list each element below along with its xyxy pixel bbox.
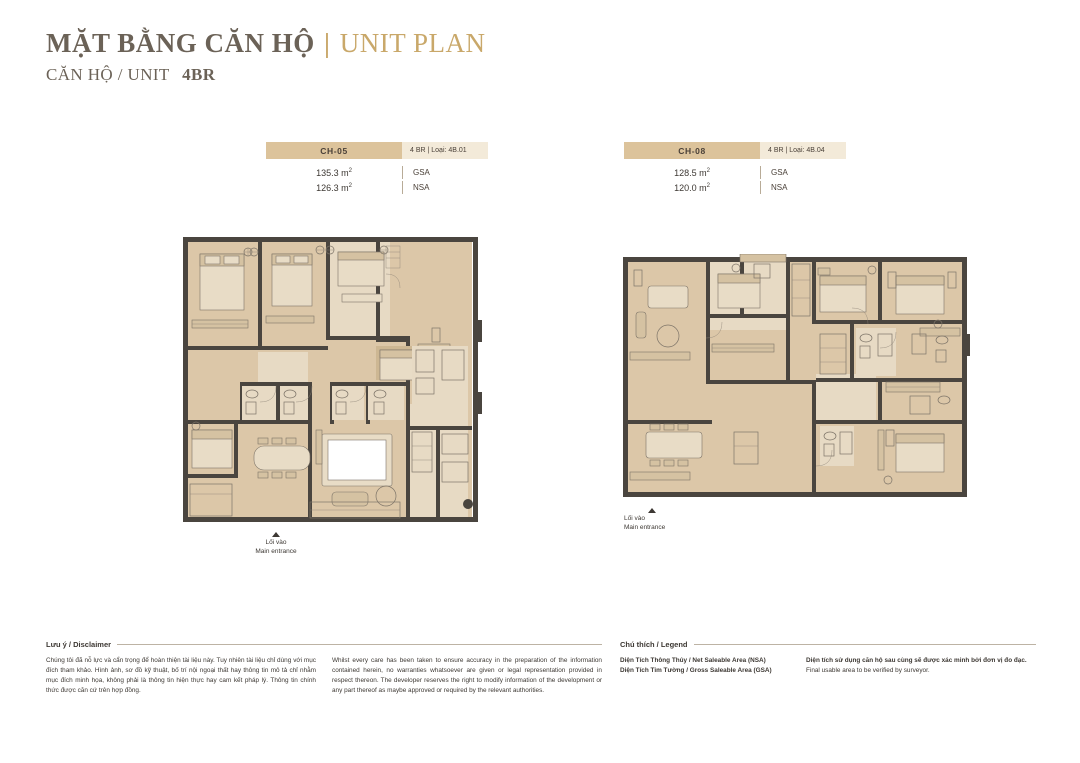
unit-type: 4 BR | Loại: 4B.01 [402, 142, 488, 159]
unit-area-rows [266, 165, 488, 195]
legend-note-en: Final usable area to be verified by surveyor. [806, 666, 930, 674]
page-subtitle-code: 4BR [182, 65, 216, 84]
disclaimer-text-en: Whilst every care has been taken to ensure accuracy in the preparation of the information contained herein, no warranties whatsoever are given or legal representation provided in respect thereon. The developer reserves the right to modify information of the development or any part thereof as maybe approved or required by the relevant authorities. [332, 657, 602, 694]
unit-info-ch05 [266, 142, 488, 195]
page-title-en: UNIT PLAN [339, 28, 486, 58]
legend-rows [620, 656, 1046, 676]
unit-area-number: 135.3 m [316, 167, 349, 178]
unit-area-number: 128.5 m [674, 167, 707, 178]
entrance-label-en: Main entrance [255, 547, 297, 555]
disclaimer-text-vi: Chúng tôi đã nỗ lực và cẩn trọng để hoàn thiện tài liệu này. Tuy nhiên tài liệu chỉ dùng với mục đích tham khảo. Hình ảnh, sơ đồ kỹ thuật, bố trí nội ngoại thất hay thông tin mô tả chỉ nhằm mục đích minh họa, không phải là thông tin hiện thực hay cam kết pháp lý. Thông tin chính thức được căn cứ trên hợp đồng. [46, 657, 316, 694]
floor-plan-ch08 [620, 254, 970, 504]
disclaimer-heading [46, 640, 602, 649]
unit-area-superscript: 2 [706, 182, 710, 189]
entrance-label-vi: Lối vào [624, 515, 645, 522]
unit-bar [624, 142, 846, 159]
unit-code: CH-05 [266, 142, 402, 159]
entrance-label-en: Main entrance [624, 523, 666, 531]
unit-area-superscript: 2 [706, 167, 710, 174]
unit-area-row [624, 165, 846, 180]
floor-plan-drawing-ch08 [620, 254, 970, 504]
entrance-arrow-icon [648, 508, 656, 513]
legend-section [620, 640, 1036, 676]
entrance-label-vi: Lối vào [265, 539, 287, 546]
unit-area-row [624, 180, 846, 195]
unit-area-value [624, 168, 760, 178]
entrance-label-ch05 [236, 532, 316, 557]
page-title-separator: | [324, 28, 331, 58]
disclaimer-heading-text: Lưu ý / Disclaimer [46, 640, 112, 649]
page-subtitle-label: CĂN HỘ / UNIT [46, 65, 170, 84]
unit-area-row [266, 165, 488, 180]
page-title [46, 28, 485, 59]
unit-area-value [624, 183, 760, 193]
page-subtitle [46, 65, 485, 85]
disclaimer-rule [117, 644, 602, 645]
entrance-label-ch08 [612, 508, 704, 533]
entrance-arrow-icon [272, 532, 280, 537]
legend-body [620, 656, 1036, 676]
unit-code: CH-08 [624, 142, 760, 159]
unit-area-label: GSA [760, 166, 788, 179]
legend-item-nsa: Diện Tích Thông Thủy / Net Saleable Area (NSA) [620, 657, 766, 664]
disclaimer-section [46, 640, 602, 696]
unit-area-label: NSA [402, 181, 429, 194]
unit-area-rows [624, 165, 846, 195]
legend-item-gsa: Diện Tích Tim Tường / Gross Saleable Area (GSA) [620, 666, 772, 674]
unit-info-ch08 [624, 142, 846, 195]
floor-plan-drawing-ch05 [180, 234, 490, 534]
legend-heading [620, 640, 1036, 649]
unit-type: 4 BR | Loại: 4B.04 [760, 142, 846, 159]
unit-area-number: 126.3 m [316, 182, 349, 193]
unit-area-label: GSA [402, 166, 430, 179]
unit-area-value [266, 168, 402, 178]
legend-rule [694, 644, 1037, 645]
unit-area-value [266, 183, 402, 193]
unit-area-superscript: 2 [348, 167, 352, 174]
unit-area-row [266, 180, 488, 195]
page-header [46, 28, 485, 85]
unit-area-label: NSA [760, 181, 787, 194]
unit-bar [266, 142, 488, 159]
legend-terms [620, 656, 792, 676]
legend-note-vi: Diện tích sử dụng căn hộ sau cùng sẽ được xác minh bởi đơn vị đo đạc. [806, 657, 1027, 664]
disclaimer-body [46, 656, 602, 696]
legend-notes [806, 656, 1046, 676]
floor-plan-ch05 [180, 234, 490, 534]
unit-area-superscript: 2 [348, 182, 352, 189]
page-title-vi: MẶT BẰNG CĂN HỘ [46, 28, 315, 58]
legend-heading-text: Chú thích / Legend [620, 640, 688, 649]
unit-area-number: 120.0 m [674, 182, 707, 193]
